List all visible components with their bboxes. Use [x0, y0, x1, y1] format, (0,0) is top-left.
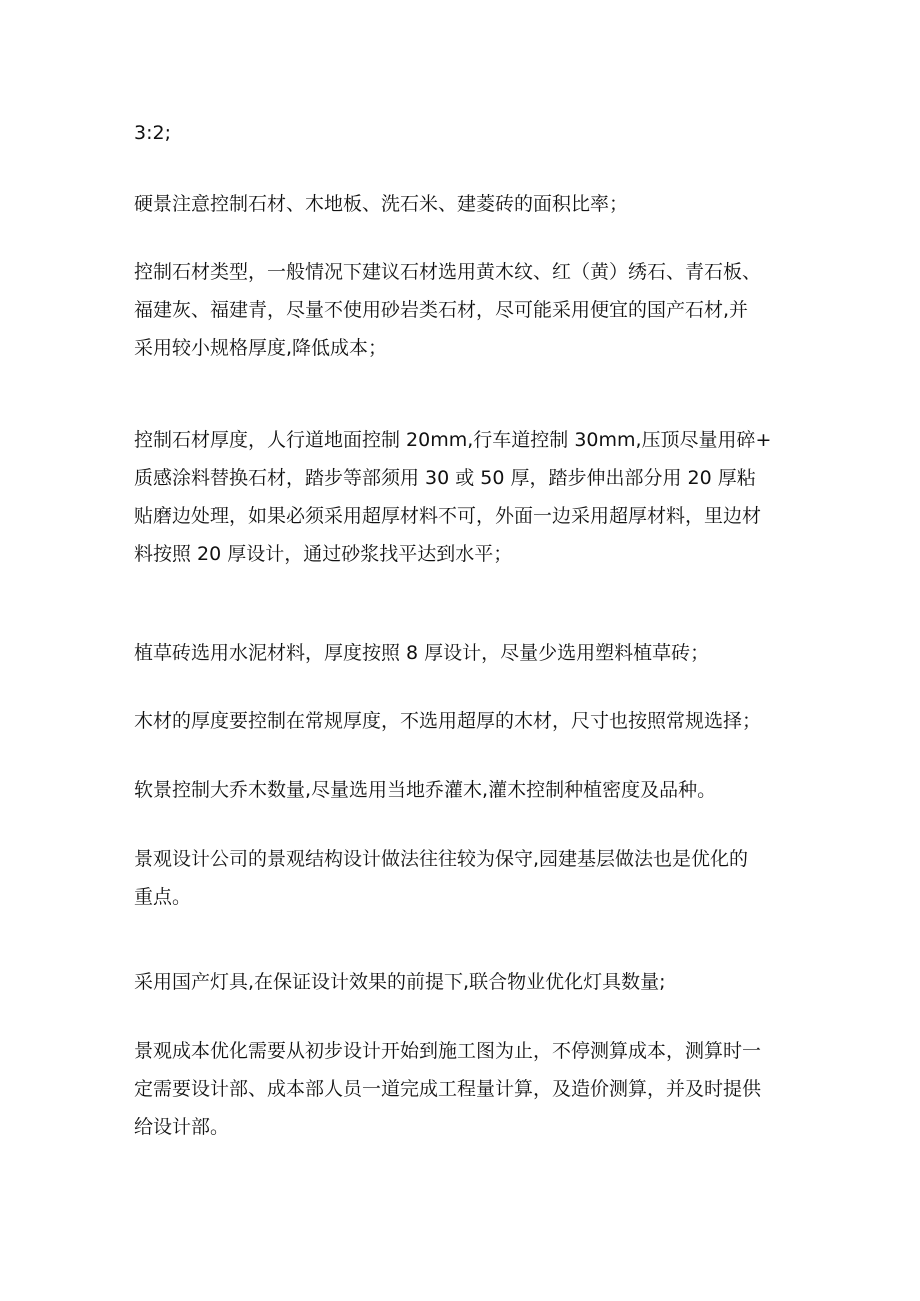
- text-line: 给设计部。: [134, 1116, 230, 1138]
- text-line: 景观成本优化需要从初步设计开始到施工图为止，不停测算成本，测算时一: [134, 1040, 762, 1062]
- text-line: 福建灰、福建青，尽量不使用砂岩类石材，尽可能采用便宜的国产石材,并: [134, 299, 749, 321]
- text-line: 质感涂料替换石材，踏步等部须用 30 或 50 厚，踏步伸出部分用 20 厚粘: [134, 467, 756, 489]
- text-line: 采用国产灯具,在保证设计效果的前提下,联合物业优化灯具数量;: [134, 971, 666, 993]
- text-line: 控制石材类型，一般情况下建议石材选用黄木纹、红（黄）绣石、青石板、: [134, 261, 762, 283]
- paragraph-lighting: [134, 963, 804, 1001]
- text-line: 硬景注意控制石材、木地板、洗石米、建菱砖的面积比率；: [134, 193, 629, 215]
- paragraph-ratio: [134, 114, 804, 152]
- paragraph-hardscape-ratio: [134, 185, 804, 223]
- text-line: 控制石材厚度，人行道地面控制 20mm,行车道控制 30mm,压顶尽量用碎+: [134, 429, 772, 451]
- text-line: 贴磨边处理，如果必须采用超厚材料不可，外面一边采用超厚材料，里边材: [134, 505, 762, 527]
- paragraph-structure: [134, 840, 804, 916]
- text-line: 景观设计公司的景观结构设计做法往往较为保守,园建基层做法也是优化的: [134, 848, 749, 870]
- text-line: 定需要设计部、成本部人员一道完成工程量计算，及造价测算，并及时提供: [134, 1078, 762, 1100]
- text-line: 重点。: [134, 886, 192, 908]
- paragraph-grass-brick: [134, 634, 804, 672]
- paragraph-stone-type: [134, 253, 804, 367]
- paragraph-cost-optimization: [134, 1032, 804, 1146]
- text-line: 植草砖选用水泥材料，厚度按照 8 厚设计，尽量少选用塑料植草砖；: [134, 642, 710, 664]
- text-line: 料按照 20 厚设计，通过砂浆找平达到水平；: [134, 543, 513, 565]
- paragraph-softscape: [134, 771, 804, 809]
- text-line: 软景控制大乔木数量,尽量选用当地乔灌木,灌木控制种植密度及品种。: [134, 779, 717, 801]
- paragraph-stone-thickness: [134, 421, 804, 573]
- text-line: 采用较小规格厚度,降低成本；: [134, 337, 388, 359]
- text-line: 木材的厚度要控制在常规厚度，不选用超厚的木材，尺寸也按照常规选择；: [134, 710, 762, 732]
- text-line: 3:2;: [134, 122, 171, 144]
- paragraph-wood: [134, 702, 804, 740]
